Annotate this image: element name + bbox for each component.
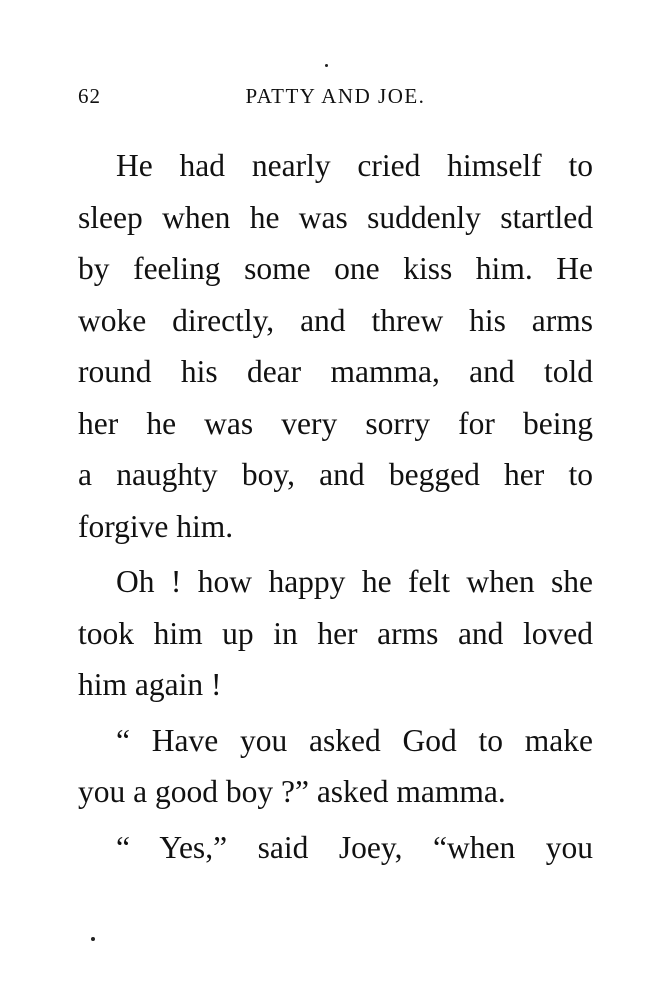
paragraph-2	[78, 556, 593, 711]
text-line: forgive him.	[78, 508, 234, 544]
text-line: sleep when he was suddenly startled	[78, 199, 593, 235]
text-line: her he was very sorry for being	[78, 405, 593, 441]
paragraph-4	[78, 822, 593, 874]
text-line: woke directly, and threw his arms	[78, 302, 593, 338]
text-line: took him up in her arms and loved	[78, 615, 593, 651]
text-line: Oh ! how happy he felt when she	[116, 564, 593, 599]
text-line: “ Yes,” said Joey, “when you	[116, 829, 593, 865]
text-line: a naughty boy, and begged her to	[78, 457, 593, 492]
text-line: “ Have you asked God to make	[116, 722, 593, 758]
paragraph-1	[78, 140, 593, 552]
body-text	[78, 140, 593, 877]
running-title: PATTY AND JOE.	[245, 84, 426, 108]
page-number: 62	[78, 84, 101, 108]
text-line: you a good boy ?” asked mamma.	[78, 774, 506, 809]
text-line: round his dear mamma, and told	[78, 354, 593, 389]
print-speck	[325, 64, 328, 67]
text-line: by feeling some one kiss him. He	[78, 251, 593, 286]
page-header	[78, 84, 593, 116]
print-speck	[91, 937, 95, 941]
text-line: him again !	[78, 667, 222, 702]
text-line: He had nearly cried himself to	[116, 148, 593, 183]
paragraph-3	[78, 715, 593, 818]
